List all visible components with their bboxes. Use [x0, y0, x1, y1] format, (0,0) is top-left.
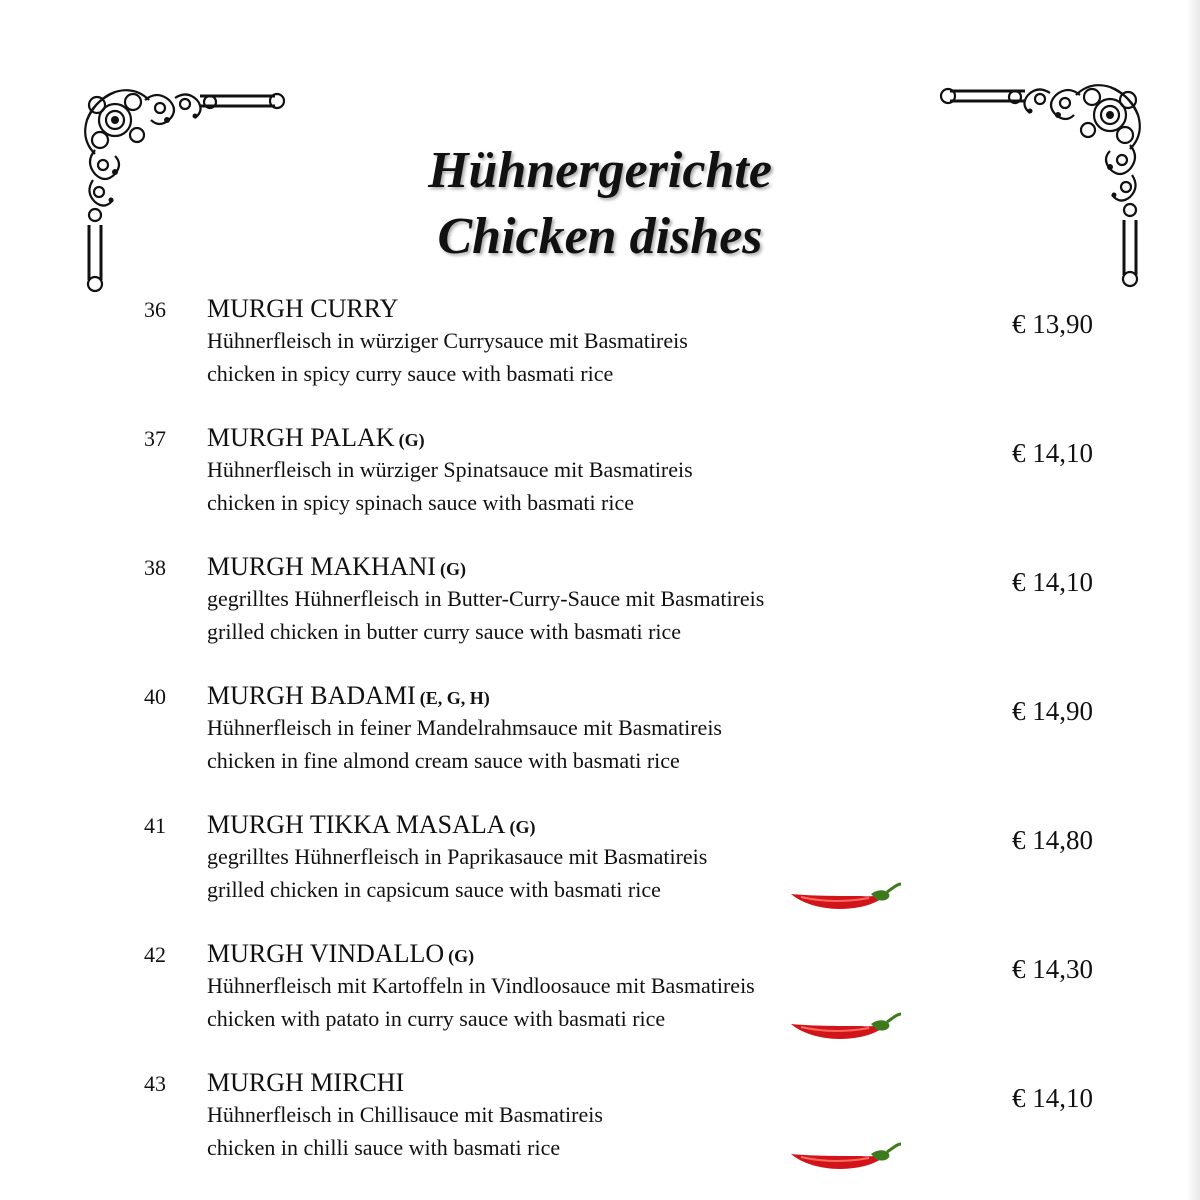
- item-description-en: chicken in spicy curry sauce with basmati rice: [207, 361, 614, 386]
- item-description-de: Hühnerfleisch in feiner Mandelrahmsauce mit Basmatireis: [207, 715, 722, 740]
- chili-pepper-icon: [787, 882, 905, 926]
- item-name: [207, 294, 398, 324]
- item-number: 42: [144, 942, 166, 967]
- item-price: € 14,10: [1012, 1083, 1093, 1113]
- item-description-en: grilled chicken in butter curry sauce with basmati rice: [207, 619, 682, 644]
- item-number: 37: [144, 426, 166, 451]
- item-name: [207, 681, 490, 713]
- menu-item: [0, 554, 1200, 664]
- item-allergens: (G): [439, 559, 466, 579]
- item-number: 41: [144, 813, 166, 838]
- item-title: MURGH PALAK: [207, 423, 395, 452]
- item-title: MURGH BADAMI: [207, 681, 416, 710]
- menu-item: [0, 812, 1200, 922]
- title-english: Chicken dishes: [437, 208, 763, 265]
- item-title: MURGH CURRY: [207, 294, 399, 323]
- menu-item: [0, 296, 1200, 406]
- item-number: 43: [144, 1071, 166, 1096]
- item-description-de: Hühnerfleisch in würziger Spinatsauce mit Basmatireis: [207, 457, 693, 482]
- item-name: [207, 1068, 404, 1098]
- menu-item: [0, 941, 1200, 1051]
- item-number: 38: [144, 555, 166, 580]
- menu-item: [0, 683, 1200, 793]
- item-description-en: chicken with patato in curry sauce with basmati rice: [207, 1006, 666, 1031]
- item-title: MURGH MIRCHI: [207, 1068, 405, 1097]
- title-german: Hühnergerichte: [428, 142, 772, 199]
- item-price: € 14,90: [1012, 696, 1093, 726]
- item-description-de: Hühnerfleisch in würziger Currysauce mit Basmatireis: [207, 328, 688, 353]
- item-allergens: (E, G, H): [419, 688, 490, 708]
- item-allergens: (G): [398, 430, 425, 450]
- item-description-de: Hühnerfleisch in Chillisauce mit Basmatireis: [207, 1102, 603, 1127]
- item-number: 36: [144, 297, 166, 322]
- item-price: € 14,80: [1012, 825, 1093, 855]
- page-title: [0, 138, 1200, 270]
- item-description-de: Hühnerfleisch mit Kartoffeln in Vindloosauce mit Basmatireis: [207, 973, 755, 998]
- item-description-en: grilled chicken in capsicum sauce with basmati rice: [207, 877, 661, 902]
- item-description-en: chicken in fine almond cream sauce with basmati rice: [207, 748, 680, 773]
- chili-pepper-icon: [787, 1012, 905, 1056]
- item-title: MURGH TIKKA MASALA: [207, 810, 506, 839]
- item-description-de: gegrilltes Hühnerfleisch in Butter-Curry-Sauce mit Basmatireis: [207, 586, 765, 611]
- chili-pepper-icon: [787, 1142, 905, 1186]
- menu-item: [0, 1070, 1200, 1180]
- item-title: MURGH MAKHANI: [207, 552, 436, 581]
- item-price: € 14,10: [1012, 438, 1093, 468]
- item-price: € 14,30: [1012, 954, 1093, 984]
- item-price: € 14,10: [1012, 567, 1093, 597]
- item-allergens: (G): [448, 946, 475, 966]
- item-description-en: chicken in chilli sauce with basmati rice: [207, 1135, 561, 1160]
- item-title: MURGH VINDALLO: [207, 939, 445, 968]
- item-price: € 13,90: [1012, 309, 1093, 339]
- item-name: [207, 810, 536, 842]
- item-description-de: gegrilltes Hühnerfleisch in Paprikasauce mit Basmatireis: [207, 844, 708, 869]
- item-name: [207, 939, 474, 971]
- item-name: [207, 423, 425, 455]
- item-name: [207, 552, 466, 584]
- menu-item: [0, 425, 1200, 535]
- item-allergens: (G): [509, 817, 536, 837]
- item-number: 40: [144, 684, 166, 709]
- item-description-en: chicken in spicy spinach sauce with basmati rice: [207, 490, 635, 515]
